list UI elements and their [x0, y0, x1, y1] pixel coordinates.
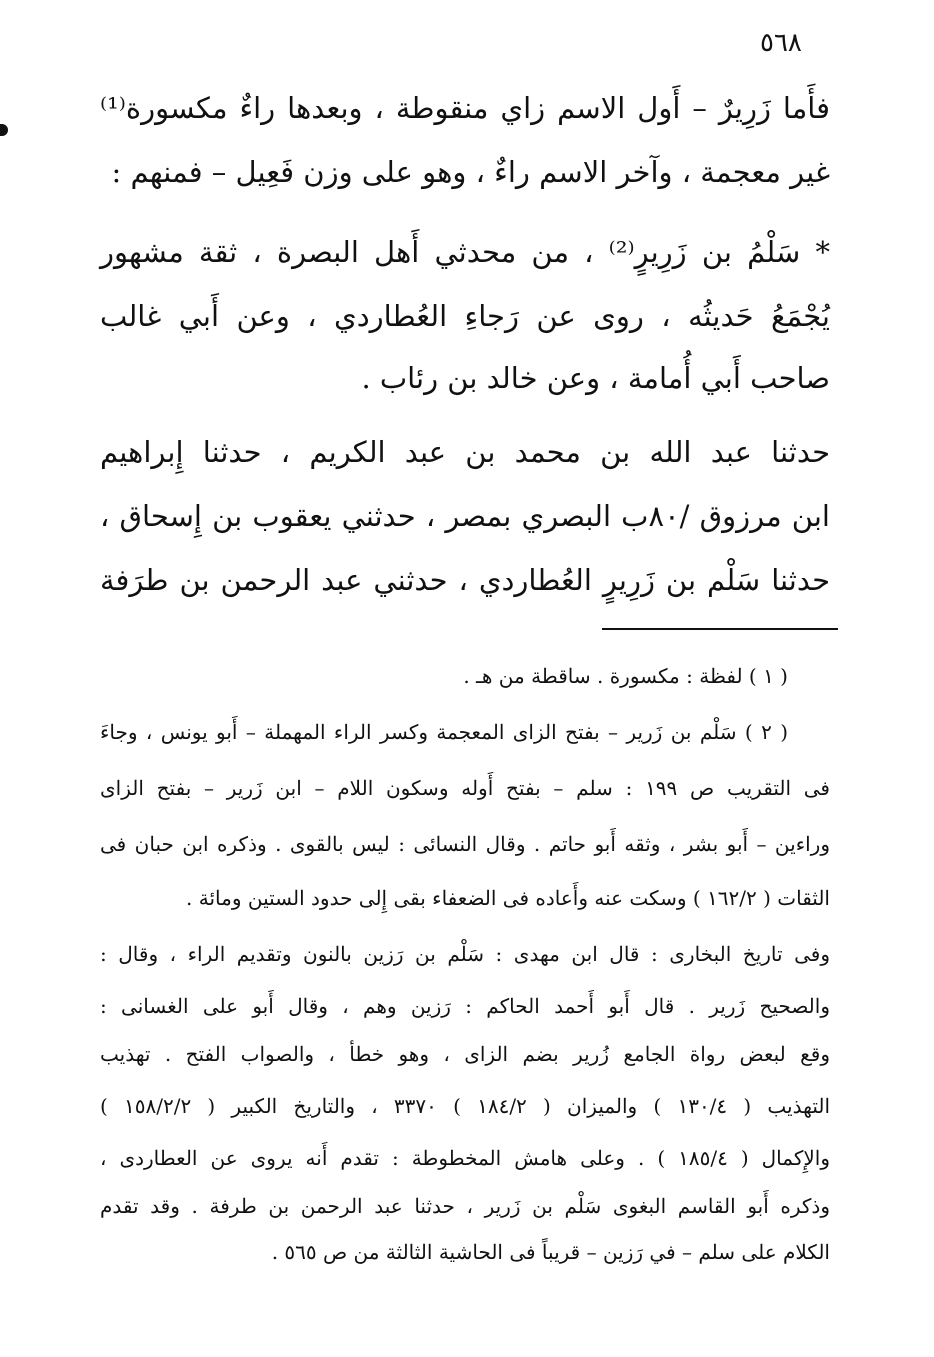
footnote-line: والصحيح زَرير . قال أَبو أَحمد الحاكم : رَزين وهم ، وقال أَبو على الغسانى :: [100, 994, 830, 1018]
footnote-separator: [602, 628, 838, 630]
footnote-line: الثقات ( ١٦٢/٢ ) وسكت عنه وأَعاده فى الضعفاء بقى إِلى حدود الستين ومائة .: [186, 886, 830, 910]
main-line: حدثنا سَلْم بن زَرِيرٍ العُطاردي ، حدثني عبد الرحمن بن طرَفة: [100, 563, 830, 597]
main-line: يُجْمَعُ حَديثُه ، روى عن رَجاءِ العُطاردي ، وعن أَبي غالب: [100, 299, 830, 333]
main-line: صاحب أَبي أُمامة ، وعن خالد بن رئاب .: [361, 361, 830, 395]
footnote-line: والإِكمال ( ١٨٥/٤ ) . وعلى هامش المخطوطة : تقدم أَنه يروى عن العطاردى ،: [100, 1146, 830, 1170]
main-line: * سَلْمُ بن زَرِيرٍ⁽²⁾ ، من محدثي أَهل البصرة ، ثقة مشهور: [100, 235, 830, 269]
footnote-line: وقع لبعض رواة الجامع زُرير بضم الزاى ، وهو خطأ ، والصواب الفتح . تهذيب: [100, 1042, 830, 1066]
footnote-line: فى التقريب ص ١٩٩ : سلم – بفتح أَوله وسكون اللام – ابن زَرير – بفتح الزاى: [100, 776, 830, 800]
footnote-line: ( ٢ ) سَلْم بن زَرير – بفتح الزاى المعجمة وكسر الراء المهملة – أَبو يونس ، وجاءَ: [100, 720, 788, 744]
main-line: غير معجمة ، وآخر الاسم راءٌ ، وهو على وزن فَعِيل – فمنهم :: [111, 155, 830, 189]
footnote-line: وذكره أَبو القاسم البغوى سَلْم بن زَرير ، حدثنا عبد الرحمن بن طرفة . وقد تقدم: [100, 1194, 830, 1218]
main-line: ابن مرزوق /٨٠ب البصري بمصر ، حدثني يعقوب بن إِسحاق ،: [100, 499, 830, 533]
footnote-line: ( ١ ) لفظة : مكسورة . ساقطة من هـ .: [463, 664, 788, 688]
footnote-line: وفى تاريخ البخارى : قال ابن مهدى : سَلْم بن رَزين بالنون وتقديم الراء ، وقال :: [100, 942, 830, 966]
page-number: ٥٦٨: [760, 28, 802, 58]
main-line: حدثنا عبد الله بن محمد بن عبد الكريم ، حدثنا إِبراهيم: [100, 435, 830, 469]
footnote-line: التهذيب ( ١٣٠/٤ ) والميزان ( ١٨٤/٢ ) ٣٣٧٠ ، والتاريخ الكبير ( ١٥٨/٢/٢ ): [100, 1094, 830, 1118]
margin-mark: [0, 124, 8, 136]
footnote-line: الكلام على سلم – في رَزين – قريباً فى الحاشية الثالثة من ص ٥٦٥ .: [271, 1240, 830, 1264]
main-line: فأَما زَرِيرٌ – أَول الاسم زاي منقوطة ، وبعدها راءٌ مكسورة⁽¹⁾: [100, 91, 830, 125]
footnote-line: وراءين – أَبو بشر ، وثقه أَبو حاتم . وقال النسائى : ليس بالقوى . وذكره ابن حبان فى: [100, 832, 830, 856]
